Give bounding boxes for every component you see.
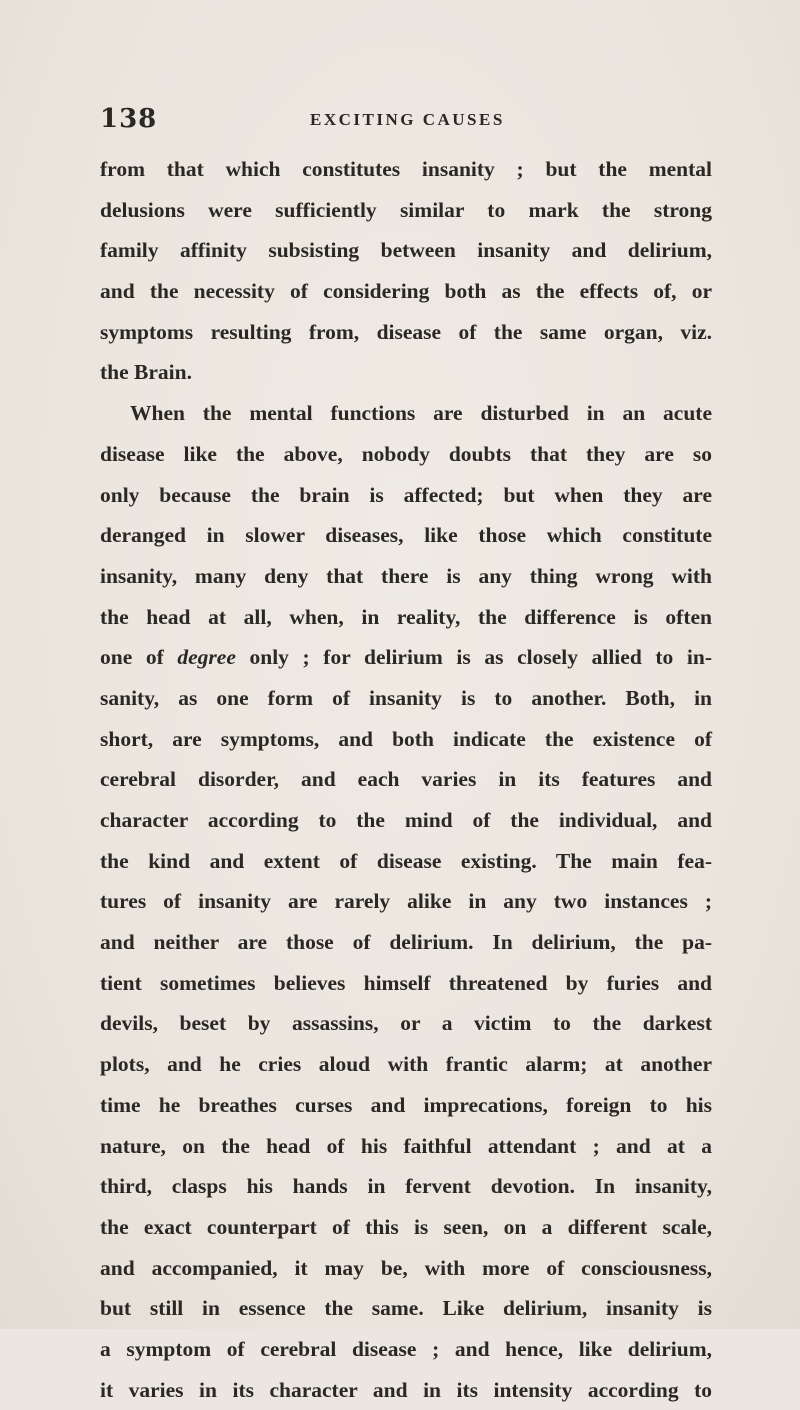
text-line: the exact counterpart of this is seen, on a different scale, [100,1214,712,1239]
text-line: third, clasps his hands in fervent devotion. In insanity, [100,1174,712,1199]
text-line: time he breathes curses and imprecations, foreign to his [100,1092,712,1117]
text-line: insanity, many deny that there is any thing wrong with [100,563,712,588]
text-line: devils, beset by assassins, or a victim to the darkest [100,1011,712,1036]
italic-word: degree [177,645,236,670]
text-line: nature, on the head of his faithful attendant ; and at a [100,1133,712,1158]
text-line: tures of insanity are rarely alike in any two instances ; [100,889,712,914]
text-line: plots, and he cries aloud with frantic alarm; at another [100,1052,712,1077]
text-line: and accompanied, it may be, with more of consciousness, [100,1255,712,1280]
text-line: disease like the above, nobody doubts that they are so [100,441,712,466]
text-line: it varies in its character and in its intensity according to [100,1377,712,1402]
text-line: the Brain. [100,360,192,385]
text-line: delusions were sufficiently similar to mark the strong [100,197,712,222]
text-line: a symptom of cerebral disease ; and hence, like delirium, [100,1336,712,1361]
text-line: the kind and extent of disease existing. The main fea- [100,848,712,873]
text-line: and the necessity of considering both as the effects of, or [100,279,712,304]
text-line: from that which constitutes insanity ; but the mental [100,157,712,181]
text-line-italic-mixed [100,637,712,678]
text-line: only because the brain is affected; but when they are [100,482,712,507]
text-line: sanity, as one form of insanity is to another. Both, in [100,685,712,710]
text-line: symptoms resulting from, disease of the same organ, viz. [100,319,712,344]
text-line: and neither are those of delirium. In delirium, the pa- [100,930,712,955]
page-header [100,104,720,140]
text-line: short, are symptoms, and both indicate the existence of [100,726,712,751]
text-line: family affinity subsisting between insanity and delirium, [100,238,712,263]
text-fragment: one of [100,645,178,670]
running-head: EXCITING CAUSES [310,110,505,129]
page-number: 138 [100,104,158,134]
text-line: deranged in slower diseases, like those which constitute [100,523,712,548]
text-line: the head at all, when, in reality, the difference is often [100,604,712,629]
text-line: cerebral disorder, and each varies in its features and [100,767,712,792]
text-line: character according to the mind of the individual, and [100,808,712,832]
text-line: tient sometimes believes himself threatened by furies and [100,970,712,995]
text-line: but still in essence the same. Like delirium, insanity is [100,1296,712,1321]
body-text [100,149,712,1410]
text-fragment: only ; for delirium is as closely allied to in- [235,645,712,670]
text-line: When the mental functions are disturbed in an acute [130,401,712,426]
